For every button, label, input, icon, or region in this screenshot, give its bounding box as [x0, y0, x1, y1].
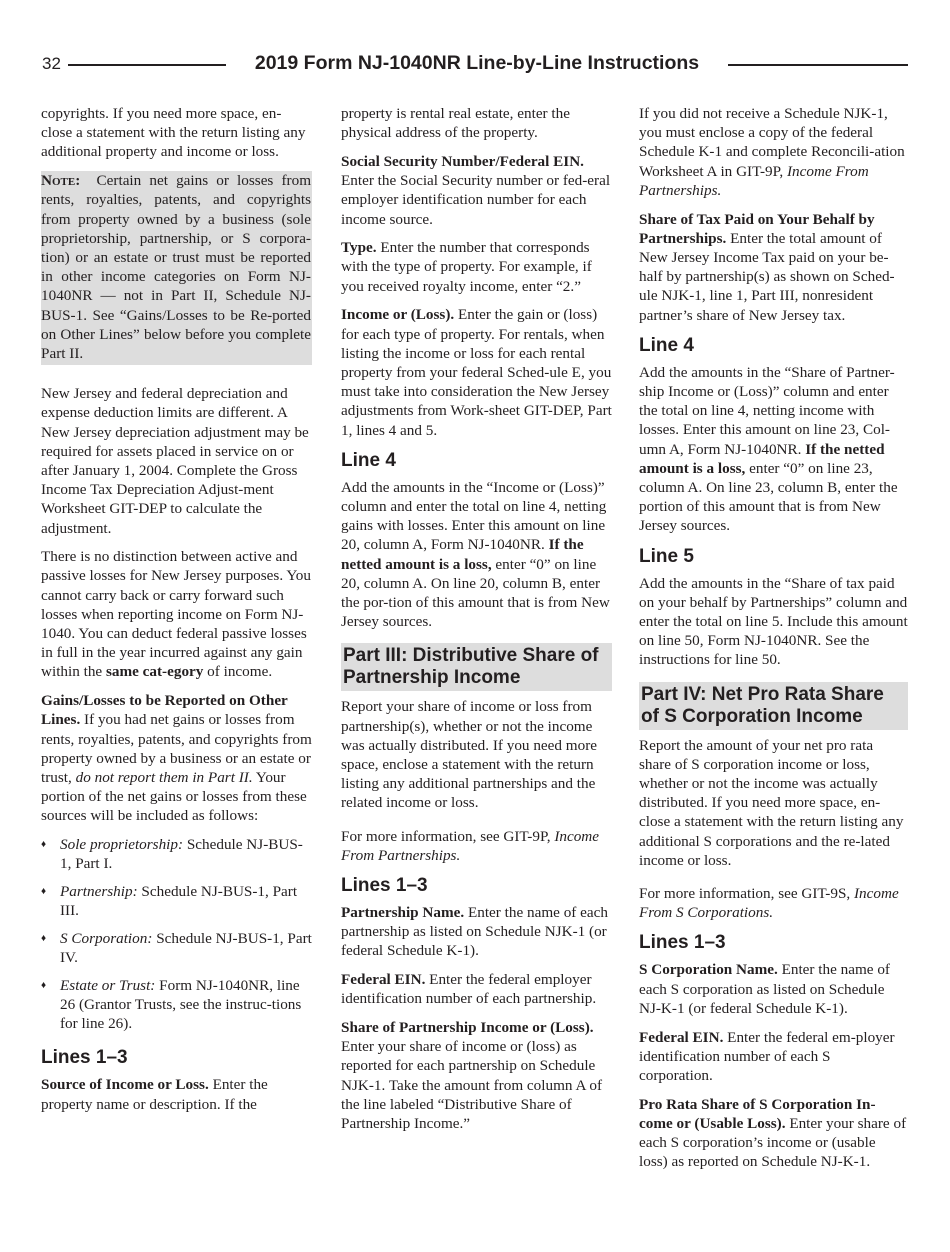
- paragraph: [639, 884, 908, 922]
- paragraph: [341, 238, 612, 296]
- column-2: [341, 104, 612, 1143]
- list-item: [41, 882, 312, 920]
- paragraph: [341, 903, 612, 961]
- list-item: [41, 929, 312, 967]
- text-run: Enter the name of each S corporation as listed on Schedule NJ-K-1 (or federal Schedule K-1).: [639, 961, 890, 1017]
- page-title: 2019 Form NJ-1040NR Line-by-Line Instructions: [254, 52, 700, 74]
- bold-run: If the netted amount is a loss,: [639, 440, 885, 477]
- paragraph: Add the amounts in the “Share of tax paid on your behalf by Partnerships” column and enter the total on line 5. Include this amount on line 50, Form NJ-1040NR. See the instructions for line 50.: [639, 574, 908, 669]
- bold-run: Gains/Losses to be Reported on Other Lines.: [41, 692, 288, 729]
- paragraph: New Jersey and federal depreciation and expense deduction limits are different. A New Jersey depreciation adjustment may be required for assets placed in service on or after January 1, 2004. Complete the Gross Income Tax Depreciation Adjust-ment Worksheet GIT-DEP to calculate the adjustment.: [41, 385, 309, 537]
- paragraph: [639, 1095, 908, 1172]
- paragraph: [41, 691, 312, 825]
- text-run: Enter the property name or description. If the: [41, 1076, 268, 1113]
- paragraph: [41, 1075, 312, 1113]
- bold-run: Source of Income or Loss.: [41, 1076, 209, 1094]
- text-run: There is no distinction between active and passive losses for New Jersey purposes. You cannot carry back or carry forward such losses when reporting income on Form NJ-1040. You can deduct federal passive losses in full in the year incurred against any gain within the: [41, 548, 311, 681]
- bold-run: Social Security Number/Federal EIN.: [341, 152, 584, 170]
- text-run: Schedule NJ-BUS-1, Part IV.: [60, 929, 312, 967]
- text-run: Schedule NJ-BUS-1, Part III.: [60, 883, 298, 920]
- text-run: Your portion of the net gains or losses from these sources will be included as follows:: [41, 769, 307, 825]
- text-run: Enter the number that corresponds with the type of property. For example, if you received royalty income, enter “2.”: [341, 239, 592, 295]
- text-run: Enter the Social Security number or fed-eral employer identification number for each income source.: [341, 172, 611, 228]
- note-label: Note:: [41, 172, 81, 190]
- list-item: [41, 976, 312, 1034]
- bold-run: Income or (Loss).: [341, 306, 455, 324]
- page-number: 32: [42, 54, 61, 73]
- paragraph: Report your share of income or loss from partnership(s), whether or not the income was actually distributed. If you need more space, enclose a statement with the return listing any additional partnerships and the related income or loss.: [341, 698, 597, 812]
- text-run: Schedule NJ-BUS-1, Part I.: [60, 836, 303, 873]
- text-run: For more information, see GIT-9S,: [639, 885, 854, 902]
- text-run: Enter your share of each S corporation’s income or (usable loss) as reported on Schedule NJ-K-1.: [639, 1114, 907, 1171]
- section-heading: Line 5: [639, 545, 694, 567]
- section-heading: Line 4: [639, 334, 694, 356]
- diamond-bullet-icon: ♦: [41, 979, 47, 991]
- diamond-bullet-icon: ♦: [41, 886, 47, 898]
- italic-run: do not report them in Part II.: [75, 769, 253, 786]
- paragraph: [341, 478, 612, 632]
- note-box: [41, 171, 312, 365]
- bold-run: Share of Partnership Income or (Loss).: [341, 1019, 594, 1037]
- text-run: of income.: [203, 663, 273, 681]
- note-text: Certain net gains or losses from rents, royalties, patents, and copyrights from property owned by a business (sole proprietorship, partnership, or S corpora-tion) or an estate or trust must be reported in other income categories on Form NJ-1040NR — not in Part II, Schedule NJ-BUS-1. See “Gains/Losses to be Re-ported on Other Lines” below before you complete Part II.: [41, 172, 312, 362]
- text-run: Enter your share of income or (loss) as reported for each partnership on Schedule NJK-1. Take the amount from column A of the line labeled “Distributive Share of Partnership Income.”: [341, 1038, 603, 1133]
- section-heading: Line 4: [341, 449, 396, 471]
- paragraph: [639, 363, 908, 536]
- column-3: [639, 104, 908, 1181]
- paragraph: [41, 547, 312, 681]
- paragraph: [639, 1028, 908, 1086]
- paragraph: [639, 210, 908, 325]
- text-run: enter “0” on line 20, column A. On line 20, column B, enter the por-tion of this amount that is from New Jersey sources.: [341, 555, 610, 631]
- paragraph: copyrights. If you need more space, en-close a statement with the return listing any additional property and income or loss.: [41, 105, 306, 161]
- diamond-bullet-icon: ♦: [41, 932, 47, 944]
- part-heading: Part IV: Net Pro Rata Share of S Corporation Income: [639, 682, 908, 730]
- italic-run: S Corporation:: [60, 929, 153, 947]
- section-heading: Lines 1–3: [639, 932, 726, 954]
- text-run: Enter the total amount of New Jersey Income Tax paid on your be-half by partnership(s) as shown on Sched-ule NJK-1, line 1, Part III, nonresident partner’s share of New Jersey tax.: [639, 229, 895, 324]
- column-1: [41, 104, 312, 1123]
- bold-run: Federal EIN.: [639, 1028, 724, 1046]
- text-run: Enter the federal employer identification number of each partnership.: [341, 971, 597, 1008]
- bold-run: Partnership Name.: [341, 904, 465, 921]
- section-heading: Lines 1–3: [41, 1047, 128, 1069]
- part-heading: Part III: Distributive Share of Partnership Income: [341, 643, 612, 691]
- bold-run: S Corporation Name.: [639, 961, 778, 979]
- bold-run: If the netted amount is a loss,: [341, 536, 584, 573]
- bold-run: Share of Tax Paid on Your Behalf by Partnerships.: [639, 210, 875, 247]
- text-run: Enter the federal em-ployer identification number of each S corporation.: [639, 1028, 895, 1084]
- text-run: Form NJ-1040NR, line 26 (Grantor Trusts, see the instruc-tions for line 26).: [60, 976, 302, 1033]
- italic-run: Income From Partnerships.: [639, 162, 869, 199]
- header-rule-left: [68, 64, 226, 66]
- text-run: Add the amounts in the “Share of Partner-ship Income or (Loss)” column and enter the total on line 4, netting income with losses. Enter this amount on line 23, Col-umn A, Form NJ-1040NR.: [639, 363, 895, 458]
- paragraph: property is rental real estate, enter the physical address of the property.: [341, 105, 570, 142]
- bold-run: same cat-egory: [105, 663, 204, 681]
- bold-run: Federal EIN.: [341, 971, 426, 989]
- paragraph: [639, 960, 908, 1018]
- paragraph: [341, 827, 612, 865]
- bold-run: Type.: [341, 239, 377, 257]
- text-run: If you did not receive a Schedule NJK-1, you must enclose a copy of the federal Schedule K-1 and complete Reconcili-ation Worksheet A in GIT-9P,: [639, 105, 905, 180]
- text-run: Enter the name of each partnership as listed on Schedule NJK-1 (or federal Schedule K-1).: [341, 904, 608, 960]
- italic-run: Income From S Corporations.: [639, 885, 899, 922]
- header-rule-right: [728, 64, 908, 66]
- paragraph: [341, 1018, 612, 1133]
- paragraph: [341, 970, 612, 1008]
- italic-run: Sole proprietorship:: [60, 836, 184, 854]
- italic-run: Partnership:: [60, 883, 138, 901]
- page-header: [0, 0, 950, 90]
- italic-run: Income From Partnerships.: [341, 827, 600, 864]
- text-run: For more information, see GIT-9P,: [341, 827, 555, 845]
- paragraph: [341, 152, 612, 229]
- text-run: If you had net gains or losses from rents, royalties, patents, and copyrights from property owned by a business or an estate or trust,: [41, 711, 312, 786]
- list-item: [41, 835, 312, 873]
- paragraph: [341, 305, 612, 439]
- bold-run: Pro Rata Share of S Corporation In-come or (Usable Loss).: [639, 1095, 876, 1132]
- text-run: enter “0” on line 23, column A. On line 23, column B, enter the portion of this amount that is from New Jersey sources.: [639, 459, 898, 535]
- paragraph: [639, 104, 908, 200]
- paragraph: Report the amount of your net pro rata share of S corporation income or loss, whether or not the income was actually distributed. If you need more space, en-close a statement with the return listing any additional S corporations and the re-lated income or loss.: [639, 736, 904, 869]
- diamond-bullet-icon: ♦: [41, 839, 47, 851]
- bullet-list: [41, 835, 312, 1033]
- text-run: Add the amounts in the “Income or (Loss)” column and enter the total on line 4, netting gains with losses. Enter this amount on line 20, column A, Form NJ-1040NR.: [341, 478, 607, 554]
- section-heading: Lines 1–3: [341, 875, 428, 896]
- italic-run: Estate or Trust:: [60, 976, 156, 994]
- text-run: Enter the gain or (loss) for each type of property. For rentals, when listing the income or loss for each rental property from your federal Sched-ule E, you must take into consideration the New Jersey adjustments from Work-sheet GIT-DEP, Part 1, lines 4 and 5.: [341, 306, 612, 439]
